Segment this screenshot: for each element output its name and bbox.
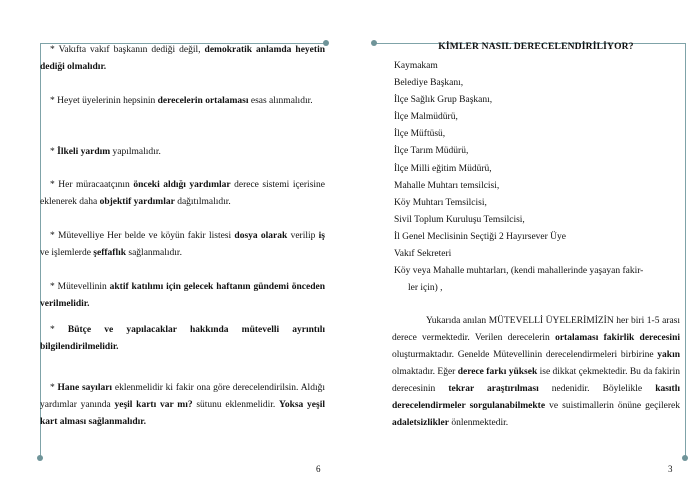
bold-text: tekrar araştırılması bbox=[448, 384, 539, 394]
list-item: İlçe Tarım Müdürü, bbox=[394, 146, 469, 157]
bold-text: önceki aldığı yardımlar bbox=[133, 180, 231, 190]
list-item: İl Genel Meclisinin Seçtiği 2 Hayırsever Üye bbox=[394, 231, 567, 242]
bold-text: aktif katılımı için gelecek haftanın gündemi önceden verilmelidir. bbox=[40, 282, 325, 309]
page-heading: KİMLER NASIL DERECELENDİRİLİYOR? bbox=[438, 42, 634, 52]
list-item: Vakıf Sekreteri bbox=[394, 249, 452, 260]
list-item: Kaymakam bbox=[394, 61, 438, 71]
list-item: Mahalle Muhtarı temsilcisi, bbox=[394, 180, 500, 191]
bullet-item: * Mütevellinin aktif katılımı için gelecek haftanın gündemi önceden verilmelidir. bbox=[40, 282, 325, 309]
bold-text: iş bbox=[318, 231, 325, 241]
bullet-item: * Mütevelliye Her belde ve köyün fakir listesi dosya olarak verilip iş ve işlemlerde şeffaflık sağlanmalıdır. bbox=[40, 231, 325, 258]
bold-text: şeffaflık bbox=[93, 248, 127, 258]
right-page-number: 3 bbox=[668, 464, 673, 474]
bold-text: yeşil kartı var mı? bbox=[114, 400, 193, 410]
list-item: Köy Muhtarı Temsilcisi, bbox=[394, 197, 487, 208]
bold-text: Hane sayıları bbox=[57, 383, 113, 393]
right-top-left-dot bbox=[371, 40, 377, 46]
right-bottom-dot bbox=[682, 455, 688, 461]
bold-text: Bütçe ve yapılacaklar hakkında mütevelli ayrıntılı bilgilendirilmelidir. bbox=[40, 325, 326, 352]
bold-text: derecelerin ortalaması bbox=[157, 96, 249, 106]
list-item: Belediye Başkanı, bbox=[394, 78, 464, 89]
bullet-item: * Hane sayıları eklenmelidir ki fakir ona göre derecelendirilsin. Aldığı yardımlar yanında yeşil kartı var mı? sütunu eklenmelidir. Yoksa yeşil kart alması sağlanmalıdır. bbox=[40, 383, 325, 427]
bold-text: adaletsizlikler bbox=[392, 418, 449, 428]
bold-text: yakın bbox=[657, 350, 680, 360]
bold-text: objektif yardımlar bbox=[99, 197, 175, 207]
bold-text: demokratik anlamda heyetin dediği olmalıdır. bbox=[40, 45, 325, 72]
bullet-item: * Bütçe ve yapılacaklar hakkında mütevelli ayrıntılı bilgilendirilmelidir. bbox=[40, 325, 326, 352]
bold-text: derece farkı yüksek bbox=[457, 367, 538, 377]
list-item: Sivil Toplum Kuruluşu Temsilcisi, bbox=[394, 214, 525, 225]
list-item: İlçe Sağlık Grup Başkanı, bbox=[394, 95, 493, 106]
list-item: İlçe Malmüdürü, bbox=[394, 112, 458, 123]
right-vertical-rule bbox=[685, 43, 686, 458]
list-item: Köy veya Mahalle muhtarları, (kendi mahallerinde yaşayan fakir- bbox=[394, 266, 644, 277]
explanation-paragraph: Yukarıda anılan MÜTEVELLİ ÜYELERİMİZİN her biri 1-5 arası derece vermektedir. Verilen derecelerin ortalaması fakirlik derecesini oluşturmaktadır. Genelde Mütevellinin derecelendirmeleri birbirine yakın olmaktadır. Eğer derece farkı yüksek ise dikkat çekmektedir. Bu da fakirin derecesinin tekrar araştırılması nedenidir. Böylelikle kasıtlı derecelendirmeler sorgulanabilmekte ve suistimallerin önüne geçilerek adaletsizlikler önlenmektedir. bbox=[392, 316, 680, 428]
list-item: İlçe Müftüsü, bbox=[394, 129, 446, 140]
bold-text: kasıtlı derecelendirmeler sorgulanabilmekte bbox=[392, 384, 680, 411]
bold-text: dosya olarak bbox=[234, 231, 288, 241]
rater-list bbox=[394, 58, 684, 297]
bullet-item: * İlkeli yardım yapılmalıdır. bbox=[50, 147, 161, 157]
bullet-item: * Vakıfta vakıf başkanın dediği değil, demokratik anlamda heyetin dediği olmalıdır. bbox=[40, 45, 325, 72]
left-page-number: 6 bbox=[316, 464, 321, 474]
bold-text: İlkeli yardım bbox=[57, 147, 111, 157]
bullet-item: * Heyet üyelerinin hepsinin derecelerin ortalaması esas alınmalıdır. bbox=[50, 96, 313, 106]
list-item: İlçe Milli eğitim Müdürü, bbox=[394, 163, 492, 174]
bold-text: ortalaması fakirlik derecesini bbox=[555, 333, 680, 343]
left-bottom-dot bbox=[37, 455, 43, 461]
list-item-continuation: ler için) , bbox=[408, 283, 443, 294]
bullet-item: * Her müracaatçının önceki aldığı yardımlar derece sistemi içerisine eklenerek daha objektif yardımlar dağıtılmalıdır. bbox=[40, 180, 325, 207]
bold-text: Yoksa yeşil kart alması sağlanmalıdır. bbox=[40, 400, 325, 427]
right-page bbox=[350, 0, 700, 499]
